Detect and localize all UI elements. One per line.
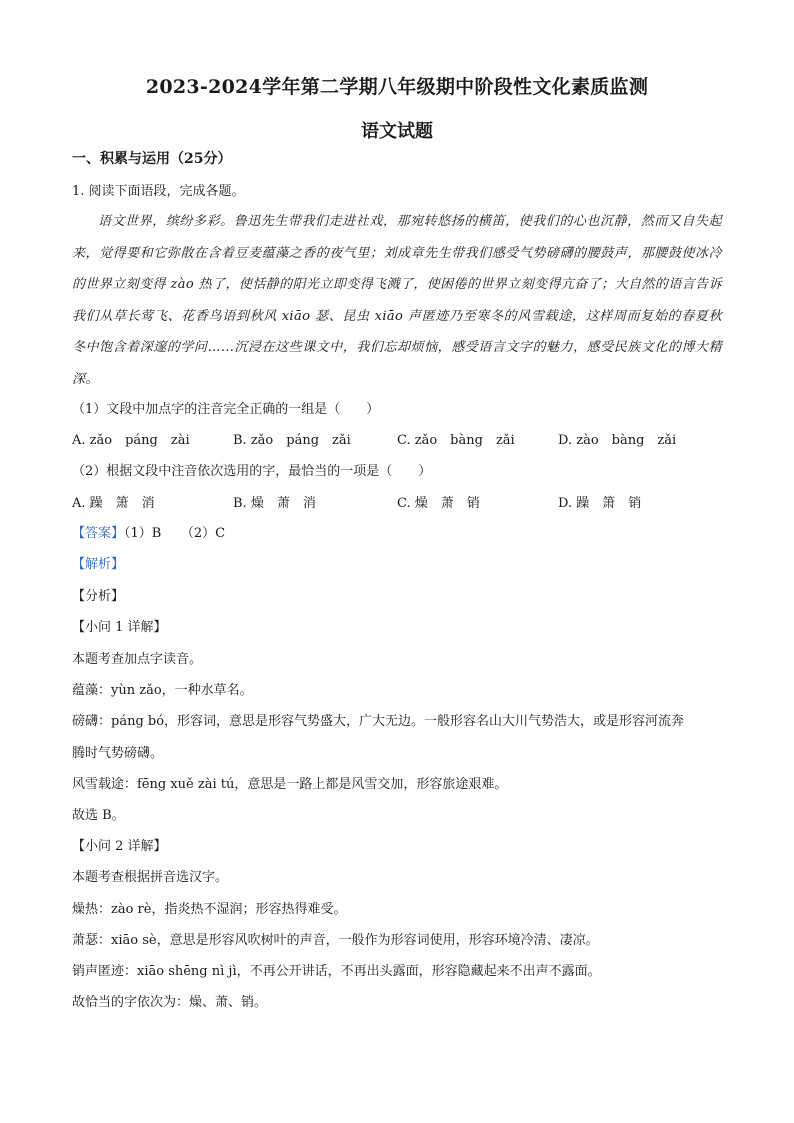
explanation-line: 风雪载途：fēng xuě zài tú，意思是一路上都是风雪交加，形容旅途艰难。 (72, 777, 508, 792)
explanation-line: 燥热：zào rè，指炎热不湿润；形容热得难受。 (72, 902, 347, 917)
reading-passage: 语文世界，缤纷多彩。鲁迅先生带我们走进社戏，那宛转悠扬的横笛，使我们的心也沉静，然而又自失起来，觉得要和它弥散在含着豆麦蕴藻之香的夜气里；刘成章先生带我们感受气势磅礴的腰鼓声，那腰鼓使冰冷的世界立刻变得 zào 热了，使恬静的阳光立即变得飞溅了，使困倦的世界立刻变得亢奋了；大自然的语言告诉我们从草长莺飞、花香鸟语到秋风 xiāo 瑟、昆虫 xiāo 声匿迹乃至寒冬的风雪载途，这样周而复始的春夏秋冬中饱含着深邃的学问……沉浸在这些课文中，我们忘却烦恼，感受语言文字的魅力，感受民族文化的博大精深。 (72, 214, 722, 387)
explanation-line: 腾时气势磅礴。 (72, 746, 164, 761)
explanation-line: 故恰当的字依次为：燥、萧、销。 (72, 995, 268, 1010)
option-2b: B. 燥 萧 消 (233, 496, 316, 511)
explanation-line: 本题考查根据拼音选汉字。 (72, 870, 229, 885)
explanation-line: 故选 B。 (72, 808, 125, 823)
option-1a: A. zǎo páng zài (72, 433, 190, 448)
sub-question-2: （2）根据文段中注音依次选用的字，最恰当的一项是（ ） (72, 464, 432, 479)
section-heading: 一、积累与运用（25分） (72, 151, 232, 167)
question-stem: 1. 阅读下面语段，完成各题。 (72, 184, 245, 199)
sub-answer-2-heading: 【小问 2 详解】 (72, 839, 167, 854)
analysis-tag: 【解析】 (72, 557, 125, 572)
option-1b: B. zǎo páng zǎi (233, 433, 351, 448)
answer-text: （1）B （2）C (124, 526, 226, 541)
option-2a: A. 躁 箫 消 (72, 496, 155, 511)
analysis-heading: 【分析】 (72, 589, 125, 604)
option-1c: C. zǎo bàng zǎi (397, 433, 515, 448)
sub-question-1: （1）文段中加点字的注音完全正确的一组是（ ） (72, 402, 380, 417)
option-2c: C. 燥 萧 销 (397, 496, 480, 511)
option-1d: D. zào bàng zǎi (558, 433, 677, 448)
explanation-line: 蕴藻：yùn zǎo，一种水草名。 (72, 683, 253, 698)
page-title: 2023-2024学年第二学期八年级期中阶段性文化素质监测 (145, 76, 649, 98)
answer-tag: 【答案】 (72, 526, 125, 541)
explanation-line: 萧瑟：xiāo sè，意思是形容风吹树叶的声音，一般作为形容词使用，形容环境冷清、凄凉。 (72, 933, 599, 948)
page-subtitle: 语文试题 (361, 121, 433, 142)
answer-line (72, 526, 225, 542)
option-2d: D. 躁 箫 销 (558, 496, 642, 511)
sub-answer-1-heading: 【小问 1 详解】 (72, 620, 167, 635)
explanation-line: 销声匿迹：xiāo shēng nì jì，不再公开讲话，不再出头露面，形容隐藏起来不出声不露面。 (72, 964, 601, 979)
explanation-line: 本题考查加点字读音。 (72, 652, 203, 667)
explanation-line: 磅礴：páng bó，形容词，意思是形容气势盛大，广大无边。一般形容名山大川气势浩大，或是形容河流奔 (72, 714, 685, 729)
